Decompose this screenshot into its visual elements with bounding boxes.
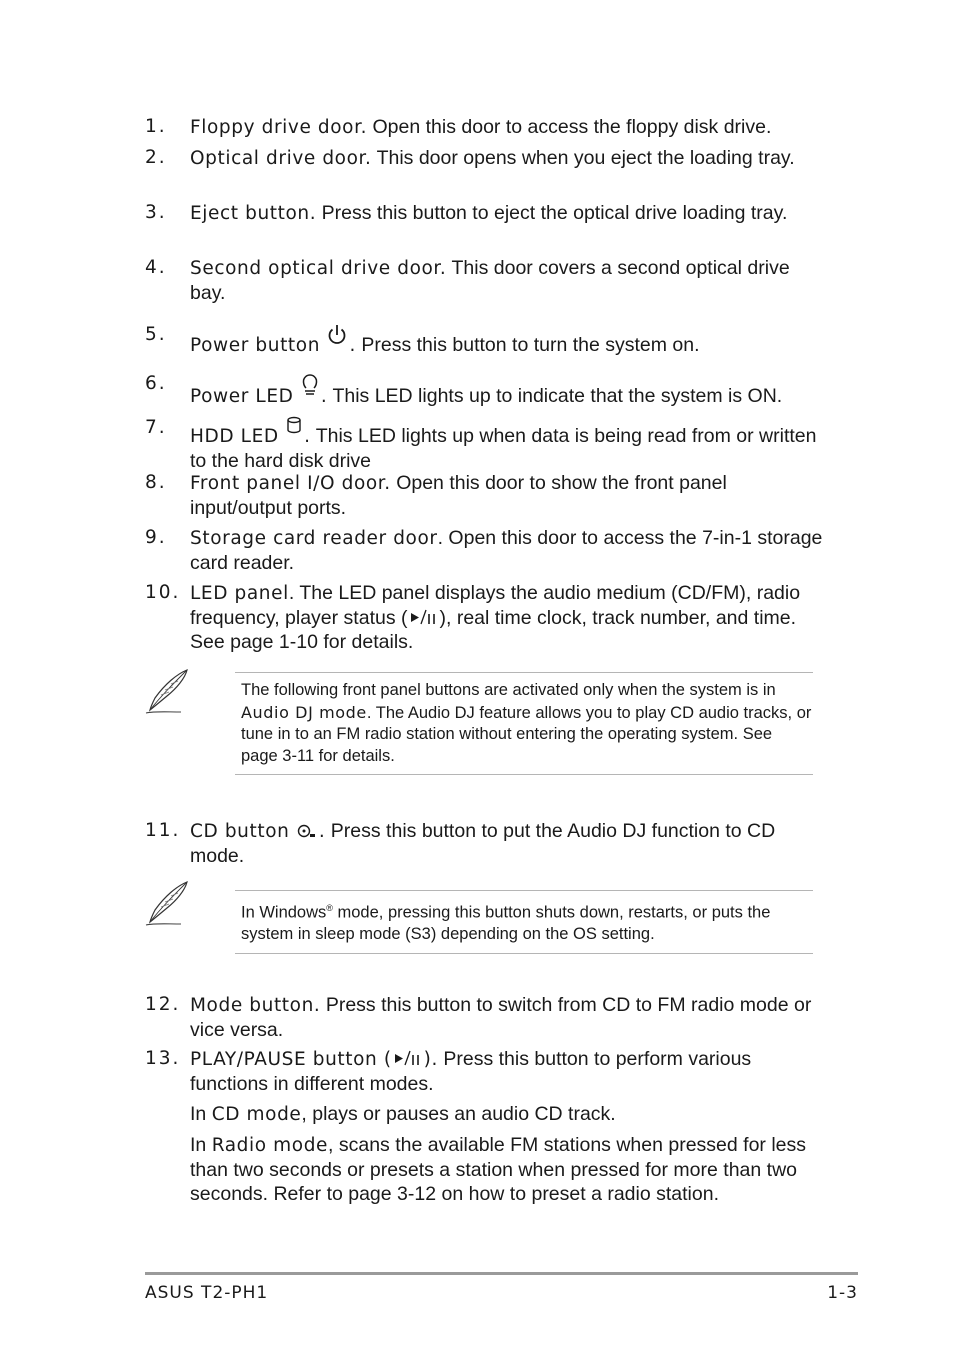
item-term: CD button: [190, 821, 290, 842]
item-term-end: .: [304, 426, 311, 447]
play-pause-icon: [409, 608, 439, 626]
cd-mode-paragraph: [190, 1102, 830, 1127]
item-term: Eject button.: [190, 203, 317, 224]
item-text: . Open this door to access the 7-in-1 storage card reader.: [190, 527, 823, 574]
item-text: Press this button to switch from CD to FM radio mode or vice versa.: [190, 994, 812, 1041]
item-number: 11.: [145, 820, 181, 841]
sub-term: CD mode: [211, 1104, 302, 1125]
item-number: 10.: [145, 582, 181, 603]
item-text: Open this door to show the front panel input/output ports.: [190, 472, 727, 519]
item-term: Power button: [190, 335, 321, 356]
item-term: Mode button.: [190, 995, 321, 1016]
item-text: Open this door to access the floppy disk drive.: [372, 116, 772, 138]
note-box: [235, 672, 813, 775]
item-number: 4.: [145, 257, 167, 278]
item-text: This LED lights up to indicate that the system is ON.: [332, 385, 783, 407]
item-number: 2.: [145, 147, 167, 168]
item-term-end: .: [318, 821, 326, 842]
sub-text: , scans the available FM stations when pressed for less than two seconds or presets a station when pressed for more than two seconds. Refer to page 3-12 on how to preset a radio station.: [190, 1134, 807, 1205]
list-item-13: [145, 1047, 825, 1096]
list-item-6: [145, 372, 825, 409]
item-number: 1.: [145, 116, 167, 137]
item-text: Press this button to put the Audio DJ function to CD mode.: [190, 820, 776, 867]
registered-mark: ®: [326, 903, 333, 913]
note-text-cont: mode, pressing this button shuts down, restarts, or puts the system in sleep mode (S3) depending on the OS setting.: [241, 903, 771, 943]
item-term-end: .: [349, 335, 356, 356]
note-text-cont: . The Audio DJ feature allows you to play CD audio tracks, or tune in to an FM radio station without entering the operating system. See page 3-11 for details.: [241, 703, 812, 765]
note-text: In Windows: [241, 903, 327, 922]
hdd-icon: [285, 416, 303, 436]
item-number: 13.: [145, 1048, 181, 1069]
item-term: LED panel: [190, 583, 289, 604]
item-term: Floppy drive door.: [190, 117, 368, 138]
list-item-12: [145, 993, 825, 1042]
list-item-8: [145, 471, 825, 520]
item-term: Front panel I/O door.: [190, 473, 391, 494]
list-item-4: [145, 256, 825, 305]
list-item-11: [145, 819, 825, 868]
footer-product: ASUS T2-PH1: [145, 1283, 269, 1303]
note-quill-icon: [143, 880, 193, 928]
item-text: Press this button to eject the optical drive loading tray.: [321, 202, 788, 224]
item-term: Optical drive door.: [190, 148, 372, 169]
sub-text: , plays or pauses an audio CD track.: [301, 1103, 616, 1125]
list-item-3: [145, 201, 825, 226]
note-text: The following front panel buttons are activated only when the system is in: [241, 681, 776, 699]
sub-prefix: In: [190, 1134, 212, 1156]
note-box: [235, 890, 813, 954]
sub-prefix: In: [190, 1103, 212, 1125]
item-number: 3.: [145, 202, 167, 223]
item-text: This LED lights up when data is being read from or written to the hard disk drive: [190, 425, 817, 472]
item-text: Press this button to perform various functions in different modes.: [190, 1048, 752, 1095]
list-item-2: [145, 146, 825, 171]
item-text-cont: ), real time clock, track number, and time. See page 1-10 for details.: [190, 607, 797, 653]
note-quill-icon: [143, 668, 193, 716]
item-number: 12.: [145, 994, 181, 1015]
item-term: Power LED: [190, 386, 294, 407]
list-item-9: [145, 526, 825, 575]
radio-mode-paragraph: [190, 1133, 830, 1206]
item-number: 7.: [145, 417, 167, 438]
footer-rule: [145, 1272, 858, 1275]
item-term-end: .: [320, 386, 328, 407]
list-item-5: [145, 323, 825, 358]
note-term: Audio DJ mode: [241, 702, 367, 722]
item-text: This door covers a second optical drive bay.: [190, 257, 790, 304]
power-icon: [326, 323, 348, 347]
list-item-10: [145, 581, 825, 654]
power-led-icon: [300, 372, 320, 398]
item-number: 6.: [145, 373, 167, 394]
item-number: 8.: [145, 472, 167, 493]
item-term: PLAY/PAUSE button (: [190, 1049, 392, 1070]
item-number: 5.: [145, 324, 167, 345]
item-text: Press this button to turn the system on.: [361, 334, 700, 356]
footer-page-number: 1-3: [827, 1283, 858, 1303]
item-text: This door opens when you eject the loading tray.: [376, 147, 795, 169]
sub-term: Radio mode: [211, 1135, 329, 1156]
item-term-end: ).: [423, 1049, 438, 1070]
play-pause-icon: [393, 1049, 423, 1067]
item-number: 9.: [145, 527, 167, 548]
cd-icon: [296, 823, 318, 839]
item-text: . The LED panel displays the audio medium (CD/FM), radio frequency, player status (: [190, 582, 801, 629]
item-term: Second optical drive door.: [190, 258, 447, 279]
item-term: HDD LED: [190, 426, 279, 447]
list-item-1: [145, 115, 825, 140]
list-item-7: [145, 416, 825, 473]
item-term: Storage card reader door: [190, 528, 438, 549]
